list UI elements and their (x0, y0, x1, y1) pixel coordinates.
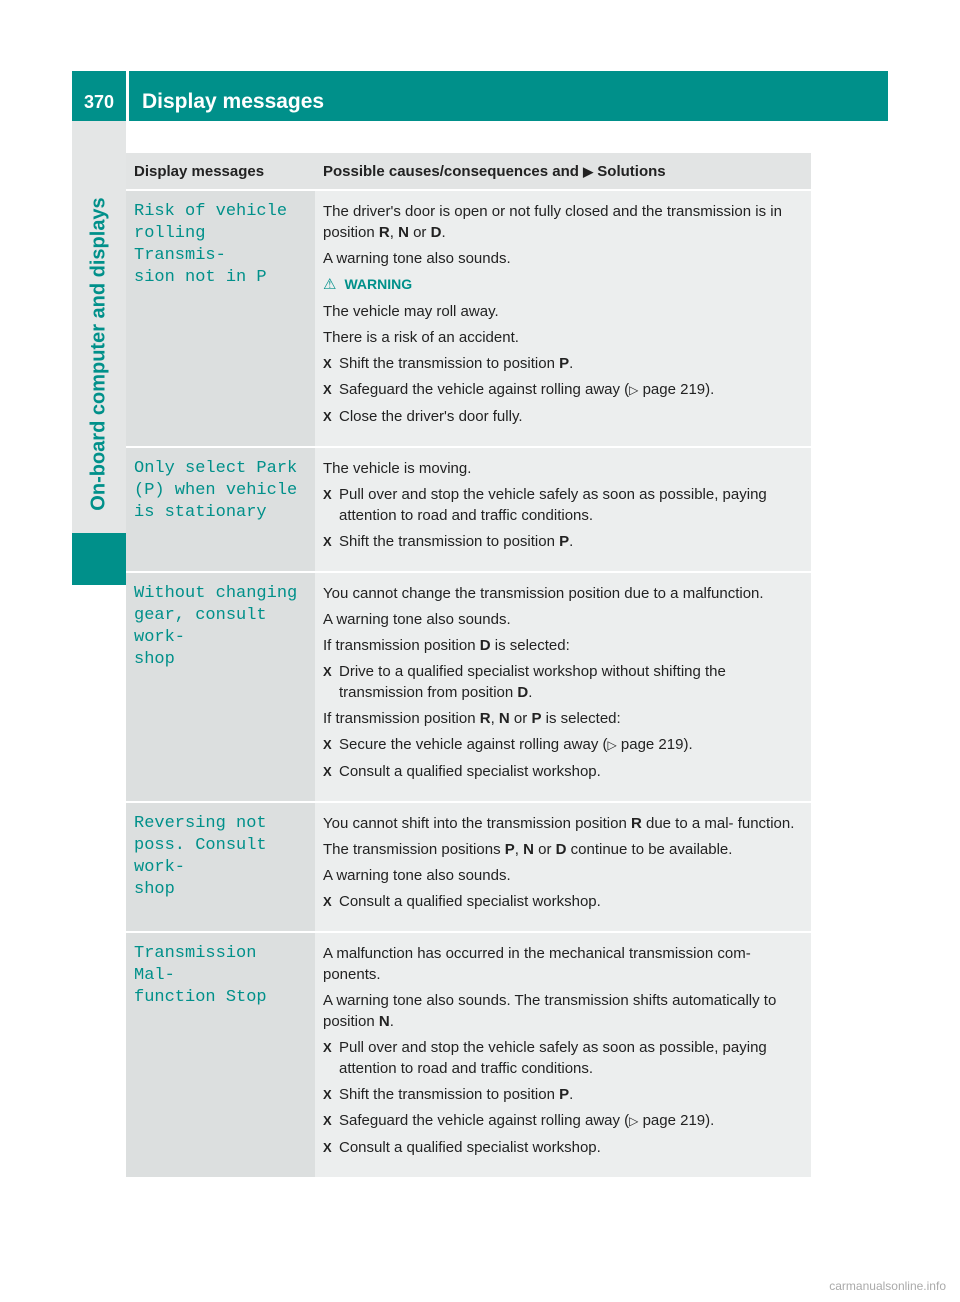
description-text: You cannot shift into the transmission position R due to a mal‐ function. (323, 815, 795, 832)
action-x-icon: X (323, 1087, 332, 1102)
section-marker (72, 533, 126, 585)
action-x-icon: X (323, 1040, 332, 1055)
message-solution (315, 572, 811, 802)
header-divider (126, 71, 129, 121)
description-text: A malfunction has occurred in the mechanical transmission com‐ ponents. (323, 945, 751, 983)
description-text: The vehicle may roll away. (323, 303, 499, 320)
description-text: If transmission position D is selected: (323, 637, 570, 654)
play-arrow-icon: ▶ (583, 164, 594, 179)
warning-label: ⚠ WARNING (323, 276, 413, 293)
action-step: X Shift the transmission to position P. (323, 1086, 574, 1103)
action-step: X Pull over and stop the vehicle safely as soon as possible, paying attention to road and traffic conditions. (323, 1039, 767, 1077)
message-solution (315, 932, 811, 1178)
action-x-icon: X (323, 487, 332, 502)
action-step: X Drive to a qualified specialist workshop without shifting the transmission from position D. (323, 663, 726, 701)
message-solution (315, 190, 811, 447)
action-step: X Pull over and stop the vehicle safely as soon as possible, paying attention to road and traffic conditions. (323, 486, 767, 524)
action-step: X Consult a qualified specialist workshop. (323, 763, 601, 780)
action-step: X Close the driver's door fully. (323, 408, 523, 425)
description-text: A warning tone also sounds. The transmission shifts automatically to position N. (323, 992, 777, 1030)
watermark: carmanualsonline.info (829, 1279, 946, 1293)
display-message: Transmission Mal‐ function Stop (126, 932, 315, 1178)
action-x-icon: X (323, 764, 332, 779)
action-x-icon: X (323, 737, 332, 752)
action-step: X Consult a qualified specialist workshop. (323, 893, 601, 910)
action-x-icon: X (323, 1113, 332, 1128)
action-step: X Secure the vehicle against rolling away (▷ page 219). (323, 736, 693, 753)
action-step: X Shift the transmission to position P. (323, 355, 574, 372)
table-header-row (126, 153, 811, 190)
column-header-solutions (315, 153, 811, 190)
table-row (126, 447, 811, 572)
section-label: On-board computer and displays (87, 197, 110, 511)
column-header-solutions-label: Solutions (597, 163, 666, 180)
action-step: X Safeguard the vehicle against rolling away (▷ page 219). (323, 1112, 715, 1129)
description-text: A warning tone also sounds. (323, 867, 511, 884)
table-row (126, 802, 811, 932)
column-header-causes: Possible causes/consequences and (323, 163, 579, 180)
action-step: X Safeguard the vehicle against rolling away (▷ page 219). (323, 381, 715, 398)
description-text: A warning tone also sounds. (323, 611, 511, 628)
description-text: There is a risk of an accident. (323, 329, 519, 346)
table-row (126, 190, 811, 447)
action-x-icon: X (323, 356, 332, 371)
display-message: Reversing not poss. Consult work‐ shop (126, 802, 315, 932)
description-text: The transmission positions P, N or D continue to be available. (323, 841, 733, 858)
action-x-icon: X (323, 1140, 332, 1155)
display-message: Without changing gear, consult work‐ shop (126, 572, 315, 802)
table-row (126, 932, 811, 1178)
display-message: Only select Park (P) when vehicle is stationary (126, 447, 315, 572)
page-title: Display messages (142, 90, 325, 113)
action-x-icon: X (323, 409, 332, 424)
action-x-icon: X (323, 894, 332, 909)
column-header-messages: Display messages (126, 153, 315, 190)
messages-table (126, 153, 811, 1179)
description-text: The driver's door is open or not fully closed and the transmission is in position R, N or D. (323, 203, 782, 241)
action-x-icon: X (323, 664, 332, 679)
message-solution (315, 447, 811, 572)
message-solution (315, 802, 811, 932)
table-row (126, 572, 811, 802)
warning-triangle-icon: ⚠ (323, 276, 337, 293)
display-message: Risk of vehicle rolling Transmis‐ sion not in P (126, 190, 315, 447)
page-number: 370 (83, 92, 115, 112)
action-x-icon: X (323, 534, 332, 549)
action-x-icon: X (323, 382, 332, 397)
description-text: The vehicle is moving. (323, 460, 472, 477)
action-step: X Shift the transmission to position P. (323, 533, 574, 550)
page-header (72, 71, 888, 121)
description-text: You cannot change the transmission position due to a malfunction. (323, 585, 764, 602)
action-step: X Consult a qualified specialist workshop. (323, 1139, 601, 1156)
description-text: If transmission position R, N or P is selected: (323, 710, 621, 727)
description-text: A warning tone also sounds. (323, 250, 511, 267)
